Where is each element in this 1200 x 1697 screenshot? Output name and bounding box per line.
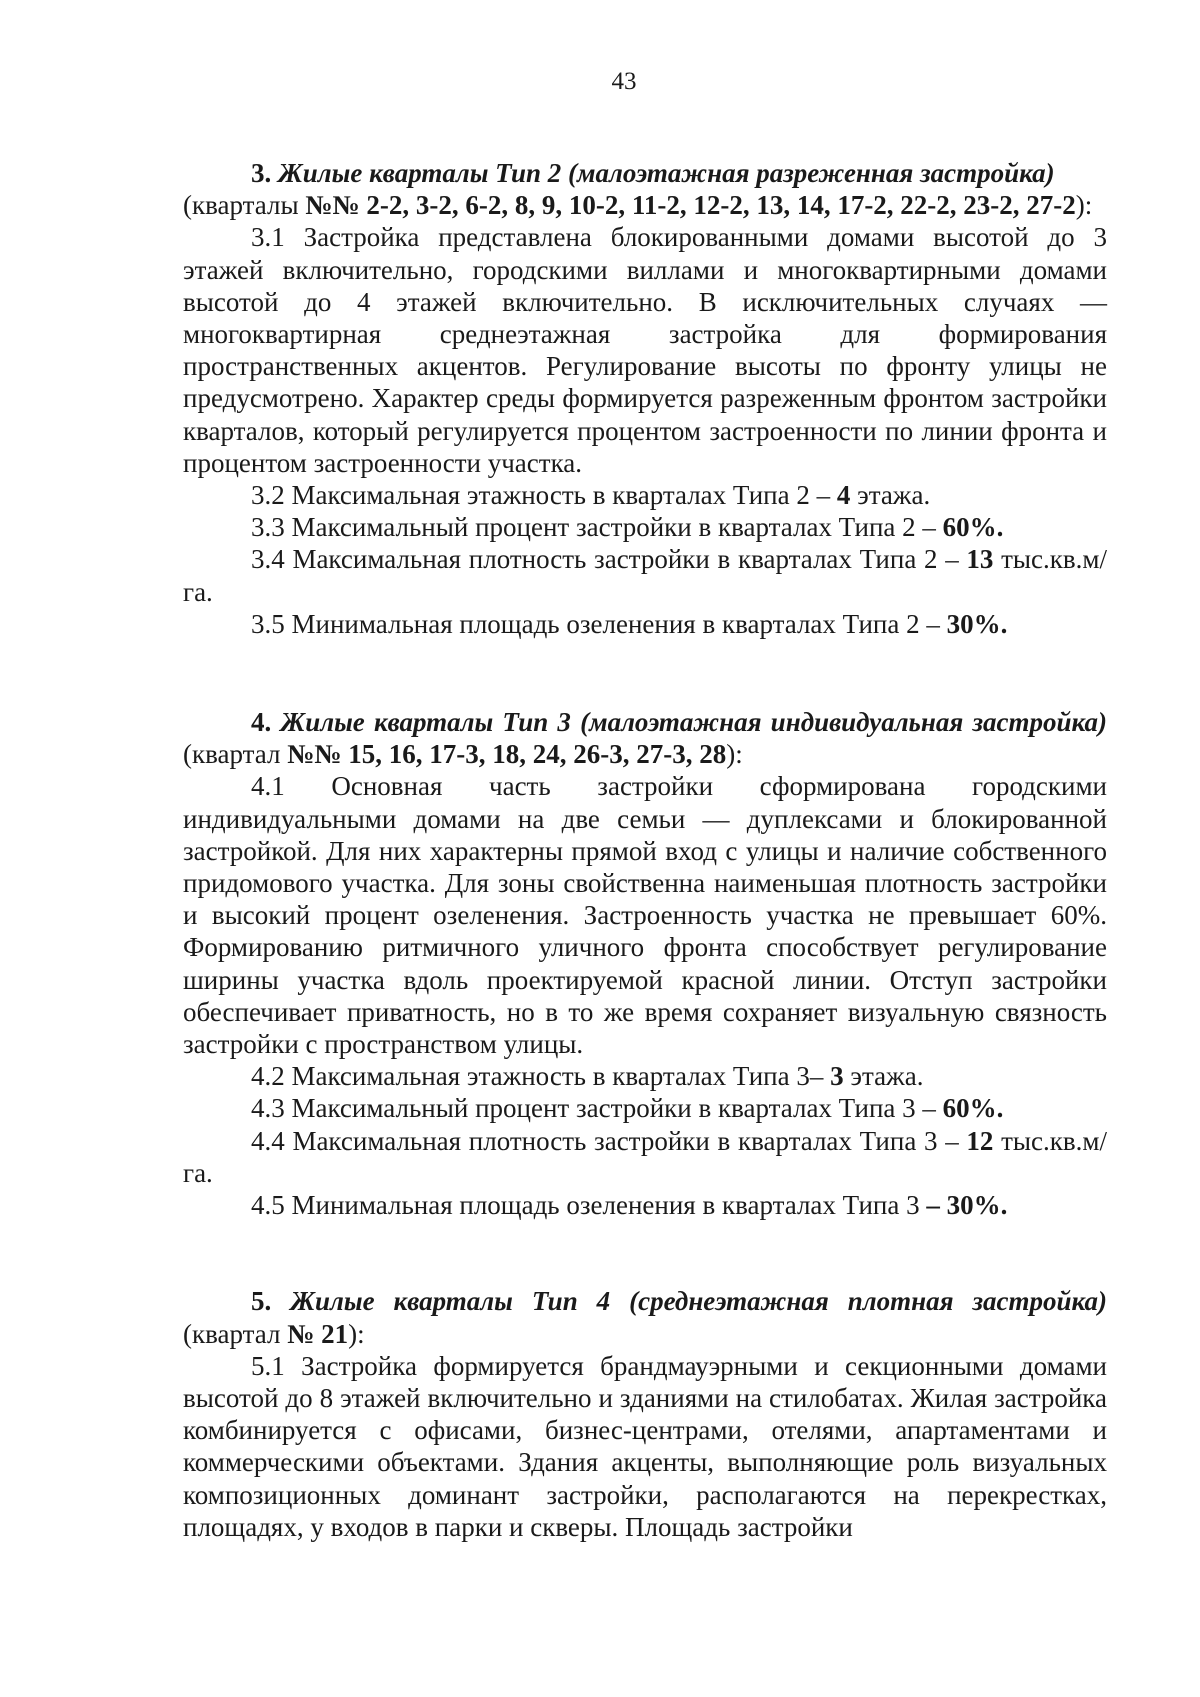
section-heading-suffix: ): [726, 739, 743, 770]
section-5 [183, 1285, 1107, 1543]
section-heading-prefix: (квартал [183, 739, 288, 770]
parameter-value: 3 [830, 1061, 844, 1092]
section-heading-title: Жилые кварталы Тип 3 (малоэтажная индивидуальная застройка) [280, 707, 1107, 738]
section-heading-prefix: (квартал [183, 1318, 288, 1349]
section-heading-number: 5. [251, 1286, 272, 1317]
section-heading-title: Жилые кварталы Тип 2 (малоэтажная разреженная застройка) [278, 158, 1055, 188]
section-heading-number: 3. [251, 158, 272, 188]
section-heading [183, 706, 1107, 770]
document-body [183, 157, 1107, 1543]
section-heading-list: №№ 2-2, 3-2, 6-2, 8, 9, 10-2, 11-2, 12-2, 13, 14, 17-2, 22-2, 23-2, 27-2 [305, 190, 1076, 221]
section-heading [183, 1285, 1107, 1349]
parameter-value: 60%. [942, 512, 1004, 543]
parameter-item: 3.4 Максимальная плотность застройки в кварталах Типа 2 – 13 тыс.кв.м/га. [183, 544, 1107, 607]
section-description: 4.1 Основная часть застройки сформирована городскими индивидуальными домами на две семьи — дуплексами и блокированной застройкой. Для них характерны прямой вход с улицы и наличие собственного придомового участка. Для зоны свойственна наименьшая плотность застройки и высокий процент озеленения. Застроенность участка не превышает 60%. Формированию ритмичного уличного фронта способствует регулирование ширины участка вдоль проектируемой красной линии. Отступ застройки обеспечивает приватность, но в то же время сохраняет визуальную связность застройки с пространством улицы. [183, 771, 1107, 1060]
parameter-item: 4.4 Максимальная плотность застройки в кварталах Типа 3 – 12 тыс.кв.м/га. [183, 1125, 1107, 1188]
parameter-value: 12 [966, 1125, 994, 1156]
section-heading [183, 157, 1107, 221]
section-heading-number: 4. [251, 707, 272, 738]
section-heading-title: Жилые кварталы Тип 4 (среднеэтажная плотная застройка) [290, 1286, 1107, 1317]
page-number: 43 [611, 68, 637, 95]
section-4 [183, 706, 1107, 1221]
parameter-item: 4.2 Максимальная этажность в кварталах Типа 3– 3 этажа. [251, 1061, 924, 1092]
section-heading-list: № 21 [287, 1318, 349, 1349]
section-heading-suffix: ): [1075, 190, 1093, 221]
parameter-value: 13 [966, 544, 994, 575]
parameter-value: 4 [836, 480, 851, 511]
parameter-value: – 30%. [926, 1190, 1008, 1221]
parameter-item: 4.5 Минимальная площадь озеленения в кварталах Типа 3 – 30%. [251, 1190, 1008, 1221]
parameter-item: 4.3 Максимальный процент застройки в кварталах Типа 3 – 60%. [251, 1093, 1004, 1124]
section-3 [183, 157, 1107, 640]
section-heading-prefix: (кварталы [183, 190, 306, 221]
parameter-value: 30%. [946, 608, 1008, 639]
section-description: 5.1 Застройка формируется брандмауэрными и секционными домами высотой до 8 этажей включительно и зданиями на стилобатах. Жилая застройка комбинируется с офисами, бизнес-центрами, отелями, апартаментами и коммерческими объектами. Здания акценты, выполняющие роль визуальных композиционных доминант застройки, располагаются на перекрестках, площадях, у входов в парки и скверы. Площадь застройки [183, 1350, 1107, 1542]
parameter-item: 3.3 Максимальный процент застройки в кварталах Типа 2 – 60%. [251, 512, 1004, 543]
parameter-item: 3.2 Максимальная этажность в кварталах Типа 2 – 4 этажа. [251, 480, 931, 511]
section-heading-suffix: ): [348, 1318, 365, 1349]
parameter-item: 3.5 Минимальная площадь озеленения в кварталах Типа 2 – 30%. [251, 608, 1008, 639]
section-heading-list: №№ 15, 16, 17-3, 18, 24, 26-3, 27-3, 28 [287, 739, 727, 770]
section-description: 3.1 Застройка представлена блокированными домами высотой до 3 этажей включительно, городскими виллами и многоквартирными домами высотой до 4 этажей включительно. В исключительных случаях — многоквартирная среднеэтажная застройка для формирования пространственных акцентов. Регулирование высоты по фронту улицы не предусмотрено. Характер среды формируется разреженным фронтом застройки кварталов, который регулируется процентом застроенности по линии фронта и процентом застроенности участка. [183, 222, 1107, 478]
parameter-value: 60%. [942, 1093, 1004, 1124]
